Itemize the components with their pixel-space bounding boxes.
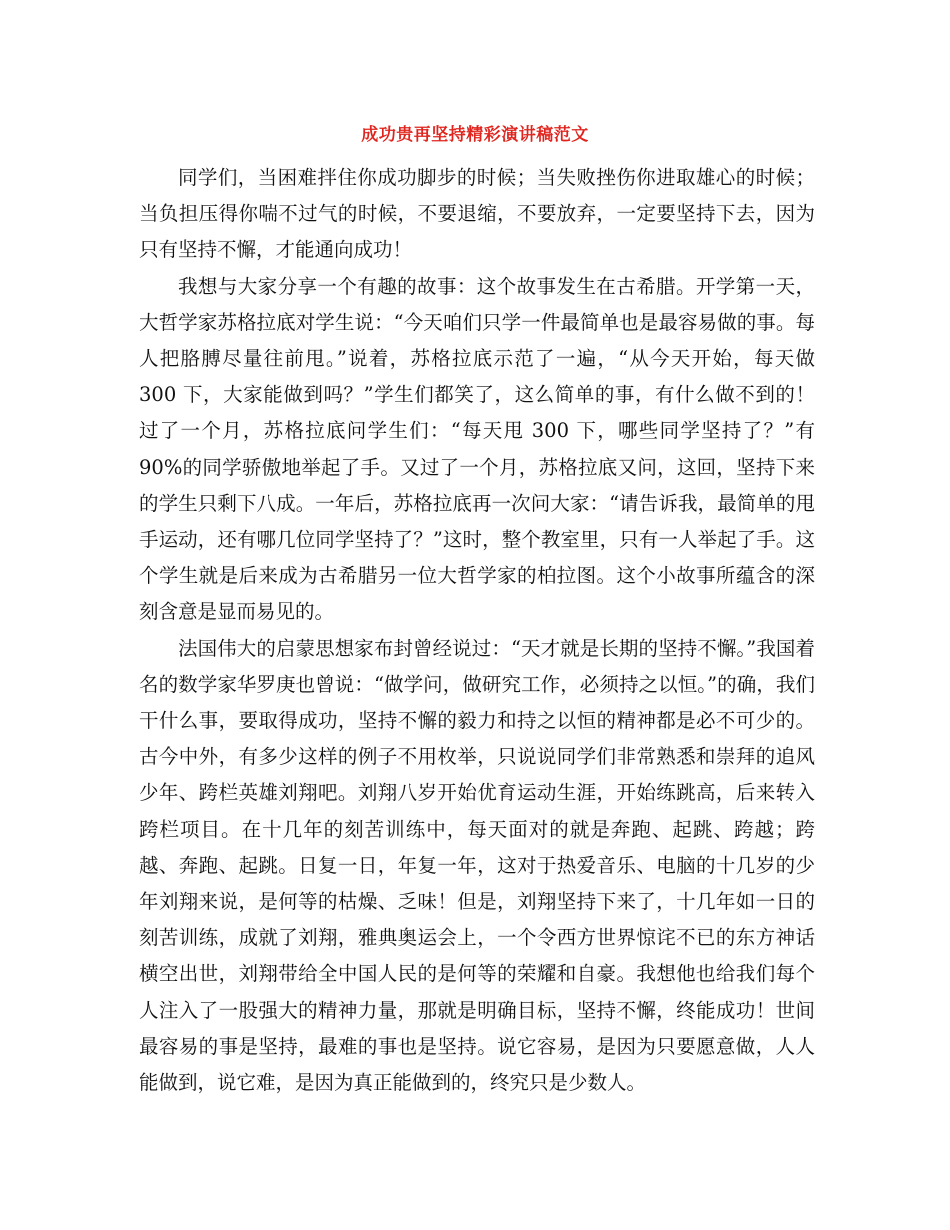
paragraph-1: 同学们，当困难拌住你成功脚步的时候；当失败挫伤你进取雄心的时候；当负担压得你喘不过气的时候，不要退缩，不要放弃，一定要坚持下去，因为只有坚持不懈，才能通向成功！ <box>139 166 815 262</box>
document-title: 成功贵再坚持精彩演讲稿范文 <box>361 125 589 145</box>
document-body <box>139 160 815 1101</box>
paragraph-3: 法国伟大的启蒙思想家布封曾经说过：“天才就是长期的坚持不懈。”我国着名的数学家华罗庚也曾说：“做学问，做研究工作，必须持之以恒。”的确，我们干什么事，要取得成功，坚持不懈的毅力和持之以恒的精神都是必不可少的。古今中外，有多少这样的例子不用枚举，只说说同学们非常熟悉和崇拜的追风少年、跨栏英雄刘翔吧。刘翔八岁开始优育运动生涯，开始练跳高，后来转入跨栏项目。在十几年的刻苦训练中，每天面对的就是奔跑、起跳、跨越；跨越、奔跑、起跳。日复一日，年复一年，这对于热爱音乐、电脑的十几岁的少年刘翔来说，是何等的枯燥、乏味！但是，刘翔坚持下来了，十几年如一日的刻苦训练，成就了刘翔，雅典奥运会上，一个令西方世界惊诧不已的东方神话横空出世，刘翔带给全中国人民的是何等的荣耀和自豪。我想他也给我们每个人注入了一股强大的精神力量，那就是明确目标，坚持不懈，终能成功！世间最容易的事是坚持，最难的事也是坚持。说它容易，是因为只要愿意做，人人能做到，说它难，是因为真正能做到的，终究只是少数人。 <box>139 636 815 1095</box>
paragraph-2: 我想与大家分享一个有趣的故事：这个故事发生在古希腊。开学第一天，大哲学家苏格拉底对学生说：“今天咱们只学一件最简单也是最容易做的事。每人把胳膊尽量往前甩。”说着，苏格拉底示范了一遍，“从今天开始，每天做 300 下，大家能做到吗？”学生们都笑了，这么简单的事，有什么做不到的！过了一个月，苏格拉底问学生们：“每天甩 300 下，哪些同学坚持了？”有 90%的同学骄傲地举起了手。又过了一个月，苏格拉底又问，这回，坚持下来的学生只剩下八成。一年后，苏格拉底再一次问大家：“请告诉我，最简单的甩手运动，还有哪几位同学坚持了？”这时，整个教室里，只有一人举起了手。这个学生就是后来成为古希腊另一位大哲学家的柏拉图。这个小故事所蕴含的深刻含意是显而易见的。 <box>139 274 815 624</box>
